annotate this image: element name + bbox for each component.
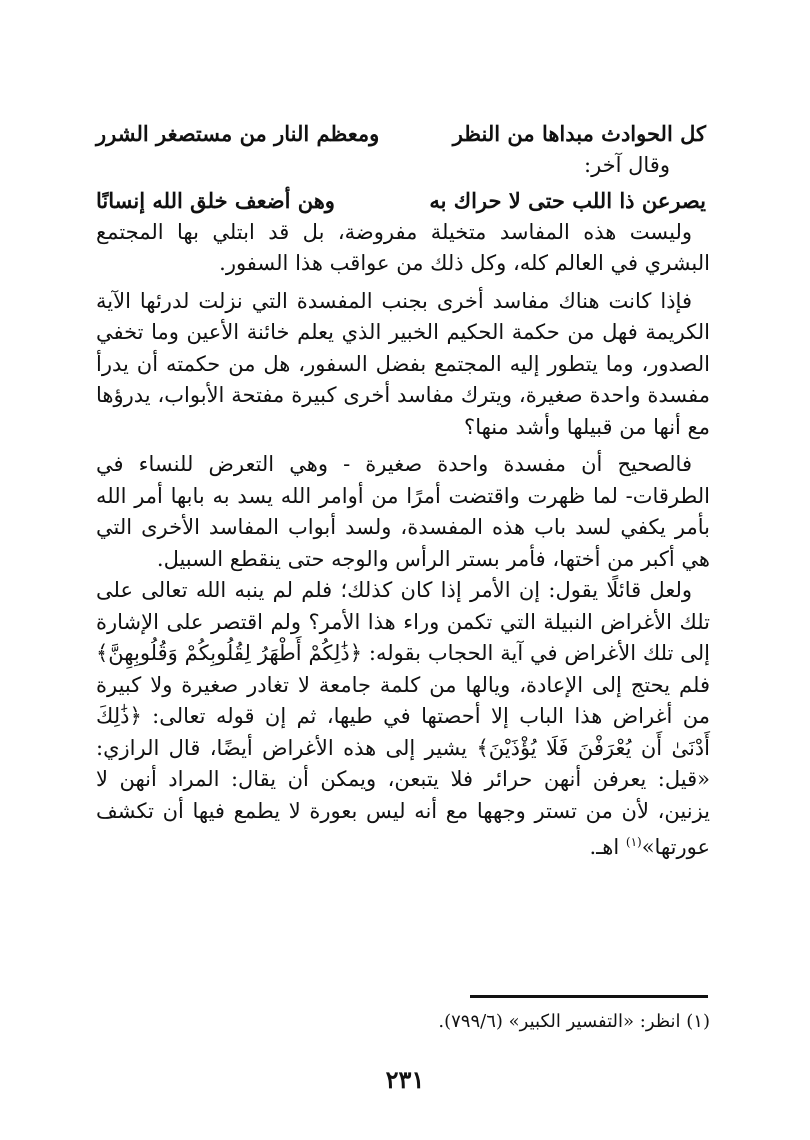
paragraph-1: وليست هذه المفاسد متخيلة مفروضة، بل قد ابتلي بها المجتمع البشري في العالم كله، وكل ذلك من عواقب هذا السفور.	[96, 219, 710, 275]
footnote: (١) انظر: «التفسير الكبير» (٧٩٩/٦).	[438, 1011, 710, 1032]
body-text	[96, 118, 710, 864]
verse-1-right-hemistich: كل الحوادث مبداها من النظر	[452, 121, 706, 146]
verse-couplet-1	[96, 118, 710, 150]
verse-couplet-2	[96, 185, 710, 217]
verse-1-left-hemistich: ومعظم النار من مستصغر الشرر	[96, 121, 380, 146]
verse-2-right-hemistich: يصرعن ذا اللب حتى لا حراك به	[429, 188, 706, 213]
paragraph-4-text: ولعل قائلًا يقول: إن الأمر إذا كان كذلك؛ فلم لم ينبه الله تعالى على تلك الأغراض النبيلة التي تكمن وراء هذا الأمر؟ ولم اقتصر على الإشارة إلى تلك الأغراض في آية الحجاب بقوله: ﴿ذَٰلِكُمْ أَطْهَرُ لِقُلُوبِكُمْ وَقُلُوبِهِنَّ﴾ فلم يحتج إلى الإعادة، ويالها من كلمة جامعة لا تغادر صغيرة ولا كبيرة من أغراض هذا الباب إلا أحصتها في طيها، ثم إن قوله تعالى: ﴿ذَٰلِكَ أَدْنَىٰ أَن يُعْرَفْنَ فَلَا يُؤْذَيْنَ﴾ يشير إلى هذه الأغراض أيضًا، قال الرازي: «قيل: يعرفن أنهن حرائر فلا يتبعن، ويمكن أن يقال: المراد أنهن لا يزنين، لأن من تستر وجهها مع أنه ليس بعورة لا يطمع فيها أن تكشف عورتها»	[96, 578, 710, 859]
paragraph-2: فإذا كانت هناك مفاسد أخرى بجنب المفسدة التي نزلت لدرئها الآية الكريمة فهل من حكمة الحكيم الخبير الذي يعلم خائنة الأعين وما تخفي الصدور، وما يتطور إليه المجتمع بفضل السفور، هل من حكمته أن يدرأ مفسدة واحدة صغيرة، ويترك مفاسد أخرى كبيرة مفتحة الأبواب، يدرؤها مع أنها من قبيلها وأشد منها؟	[96, 288, 710, 439]
verse-2-intro: وقال آخر:	[584, 152, 670, 177]
paragraph-4-tail: اهـ.	[589, 835, 626, 859]
paragraph-4	[96, 575, 710, 864]
footnote-separator	[470, 995, 708, 998]
page-number: ٢٣١	[385, 1065, 425, 1094]
paragraph-3: فالصحيح أن مفسدة واحدة صغيرة - وهي التعرض للنساء في الطرقات- لما ظهرت واقتضت أمرًا من أوامر الله يسد به بابها أمر الله بأمر يكفي لسد باب هذه المفسدة، ولسد أبواب المفاسد الأخرى التي هي أكبر من أختها، فأمر بستر الرأس والوجه حتى ينقطع السبيل.	[96, 452, 710, 571]
verse-2-left-hemistich: وهن أضعف خلق الله إنسانًا	[96, 188, 335, 213]
footnote-reference: (١)	[625, 835, 642, 849]
